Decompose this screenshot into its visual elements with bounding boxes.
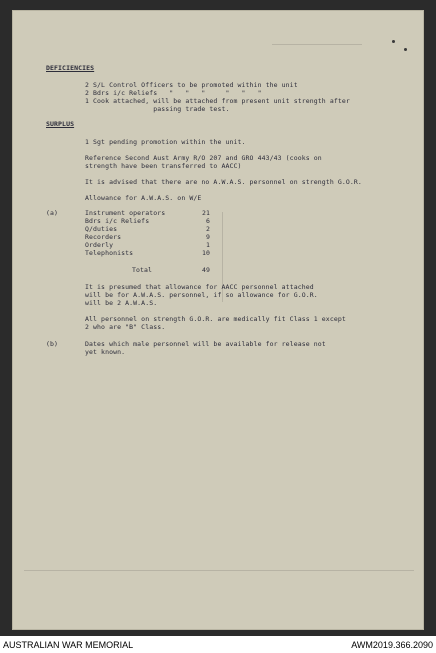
- deficiency-line: 2 S/L Control Officers to be promoted within the unit: [85, 81, 298, 89]
- paragraph-line: will be for A.W.A.S. personnel, if so allowance for G.O.R.: [85, 291, 318, 299]
- table-row-name: Q/duties: [85, 225, 118, 233]
- table-row-count: 21: [201, 209, 210, 217]
- footer-left-text: AUSTRALIAN WAR MEMORIAL: [3, 640, 134, 650]
- table-row-name: Orderly: [85, 241, 114, 249]
- surplus-para: 1 Sgt pending promotion within the unit.: [85, 138, 246, 146]
- surplus-para: It is advised that there are no A.W.A.S. personnel on strength G.O.R.: [85, 178, 362, 186]
- table-row-count: 6: [205, 217, 210, 225]
- deficiencies-heading: DEFICIENCIES: [46, 64, 95, 72]
- footer-right-text: AWM2019.366.2090: [351, 640, 433, 650]
- paragraph-line: 2 who are "B" Class.: [85, 323, 166, 331]
- table-row-name: Bdrs i/c Reliefs: [85, 217, 150, 225]
- faint-line: [272, 44, 362, 45]
- surplus-heading: SURPLUS: [46, 120, 75, 128]
- section-b-label: (b): [46, 340, 59, 348]
- allowance-title: Allowance for A.W.A.S. on W/E: [85, 194, 202, 202]
- table-row-count: 9: [205, 233, 210, 241]
- paragraph-line: will be 2 A.W.A.S.: [85, 299, 158, 307]
- punch-hole: [392, 40, 395, 43]
- section-a-label: (a): [46, 209, 59, 217]
- paragraph-line: It is presumed that allowance for AACC personnel attached: [85, 283, 314, 291]
- table-row-name: Recorders: [85, 233, 122, 241]
- table-row-count: 1: [205, 241, 210, 249]
- table-row-name: Telephonists: [85, 249, 134, 257]
- document-page: [12, 10, 424, 630]
- surplus-para: Reference Second Aust Army R/O 207 and GRO 443/43 (cooks on: [85, 154, 322, 162]
- deficiency-line: 1 Cook attached, will be attached from present unit strength after: [85, 97, 350, 105]
- faint-line: [24, 570, 414, 571]
- paragraph-line: All personnel on strength G.O.R. are medically fit Class 1 except: [85, 315, 346, 323]
- deficiency-line: 2 Bdrs i/c Reliefs " " " " " ": [85, 89, 262, 97]
- punch-hole: [404, 48, 407, 51]
- footer-bar: [0, 636, 436, 653]
- paragraph-line: Dates which male personnel will be available for release not: [85, 340, 326, 348]
- table-row-name: Instrument operators: [85, 209, 166, 217]
- deficiency-line: passing trade test.: [85, 105, 230, 113]
- surplus-para: strength have been transferred to AACC): [85, 162, 242, 170]
- table-row-count: 10: [201, 249, 210, 257]
- total-value: 49: [201, 266, 210, 274]
- paragraph-line: yet known.: [85, 348, 126, 356]
- table-row-count: 2: [205, 225, 210, 233]
- total-label: Total: [132, 266, 153, 274]
